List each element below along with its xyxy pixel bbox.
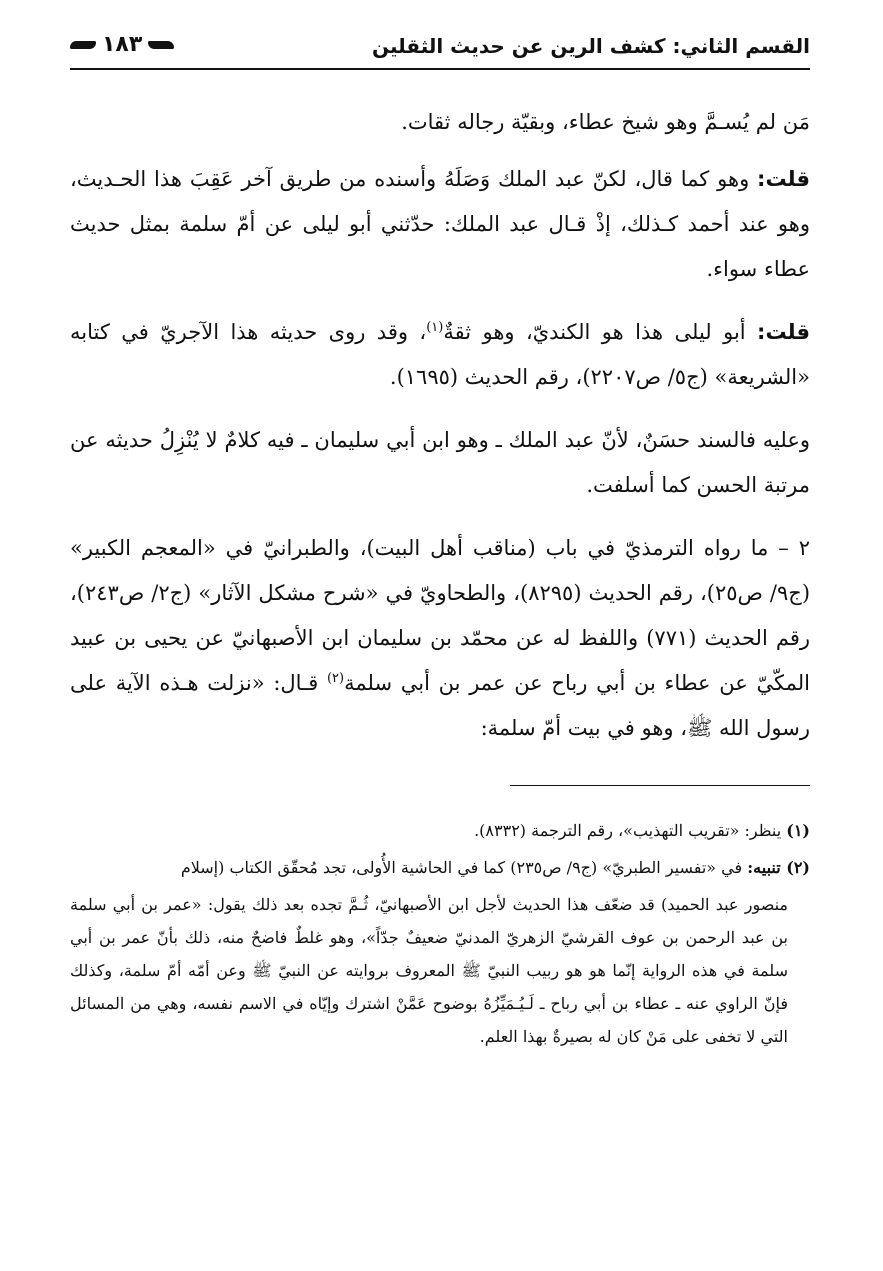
- paragraph-1: مَن لم يُسـمَّ وهو شيخ عطاء، وبقيّة رجاله ثقات.: [401, 110, 810, 134]
- paragraph-5-text-a: ٢ – ما رواه الترمذيّ في باب (مناقب أهل البيت)، والطبرانيّ في «المعجم الكبير» (ج٩/ ص٢٥)، رقم الحديث (٨٢٩٥)، والطحاويّ في «شرح مشكل الآثار» (ج٢/ ص٢٤٣)، رقم الحديث (٧٧١) واللفظ له عن محمّد بن سليمان ابن الأصبهانيّ عن يحيى بن عبيد المكّيّ عن عطاء بن أبي رباح عن عمر بن أبي سلمة: [70, 536, 811, 695]
- footnote-2-continuation: منصور عبد الحميد) قد ضعّف هذا الحديث لأجل ابن الأصبهانيّ، ثُـمَّ تجده بعد ذلك يقول: «عمر بن أبي سلمة بن عبد الرحمن بن عوف القرشيّ الزهريّ المدنيّ ضعيفٌ جدّاً»، وهو غلطٌ فاضحٌ منه، ذلك بأنّ عمر بن أبي سلمة في هذه الرواية إنّما هو هو ربيب النبيّ ﷺ المعروف بروايته عن النبيّ ﷺ وعن أمّه أمّ سلمة، وكذلك فإنّ الراوي عنه ـ عطاء بن أبي رباح ـ لَـيُـمَيِّزُهُ بوضوح عَمَّنْ اشترك وإيّاه في الاسم نفسه، وهي من المسائل التي لا تخفى على مَنْ كان له بصيرةٌ بهذا العلم.: [70, 895, 789, 1046]
- paragraph-3: [70, 310, 810, 400]
- paragraph-4: وعليه فالسند حسَنٌ، لأنّ عبد الملك ـ وهو ابن أبي سليمان ـ فيه كلامٌ لا يُنْزِلُ حديثه عن مرتبة الحسن كما أسلفت.: [70, 428, 810, 497]
- footnotes: [70, 814, 810, 1053]
- paragraph-3-text-b: ، وقد روى حديثه هذا الآجريّ في كتابه «الشريعة» (ج٥/ ص٢٢٠٧)، رقم الحديث (١٦٩٥).: [70, 320, 810, 389]
- ornament-left-icon: [70, 41, 96, 49]
- document-page: [70, 20, 810, 1240]
- footnote-ref-1[interactable]: (١): [426, 320, 444, 335]
- footnote-2-marker: (٢): [786, 858, 810, 877]
- paragraph-2-text: وهو كما قال، لكنّ عبد الملك وَصَلَهُ وأسنده من طريق آخر عَقِبَ هذا الحـديث، وهو عند أحمد كـذلك، إذْ قـال عبد الملك: حدّثني أبو ليلى عن أمّ سلمة بمثل حديث عطاء سواء.: [70, 167, 810, 281]
- paragraph-5-text-b: قـال: «نزلت هـذه الآية على رسول الله ﷺ، وهو في بيت أمّ سلمة:: [70, 671, 810, 740]
- page-number: ١٨٣: [102, 32, 143, 57]
- footnote-1: [70, 814, 810, 847]
- footnote-1-text: ينظر: «تقريب التهذيب»، رقم الترجمة (٨٣٣٢).: [474, 821, 787, 840]
- paragraph-3-text-a: أبو ليلى هذا هو الكنديّ، وهو ثقةٌ: [443, 320, 758, 344]
- footnote-2-label: تنبيه:: [747, 858, 787, 877]
- paragraph-5: [70, 526, 810, 751]
- ornament-right-icon: [148, 41, 174, 49]
- footnote-2-line1: في «تفسير الطبريّ» (ج٩/ ص٢٣٥) كما في الحاشية الأُولى، تجد مُحقّق الكتاب (إسلام: [180, 858, 748, 877]
- footnote-2: [70, 851, 810, 884]
- footnote-separator: [510, 785, 810, 786]
- footnote-1-marker: (١): [786, 821, 810, 840]
- paragraph-2-lead: قلت:: [757, 167, 810, 191]
- paragraph-3-lead: قلت:: [757, 320, 810, 344]
- page-number-block: [70, 32, 174, 57]
- running-title: القسم الثاني: كشف الرين عن حديث الثقلين: [371, 34, 810, 58]
- footnote-ref-2[interactable]: (٢): [326, 671, 345, 686]
- main-text: [70, 100, 810, 751]
- running-header: [70, 20, 810, 70]
- paragraph-2: [70, 157, 810, 292]
